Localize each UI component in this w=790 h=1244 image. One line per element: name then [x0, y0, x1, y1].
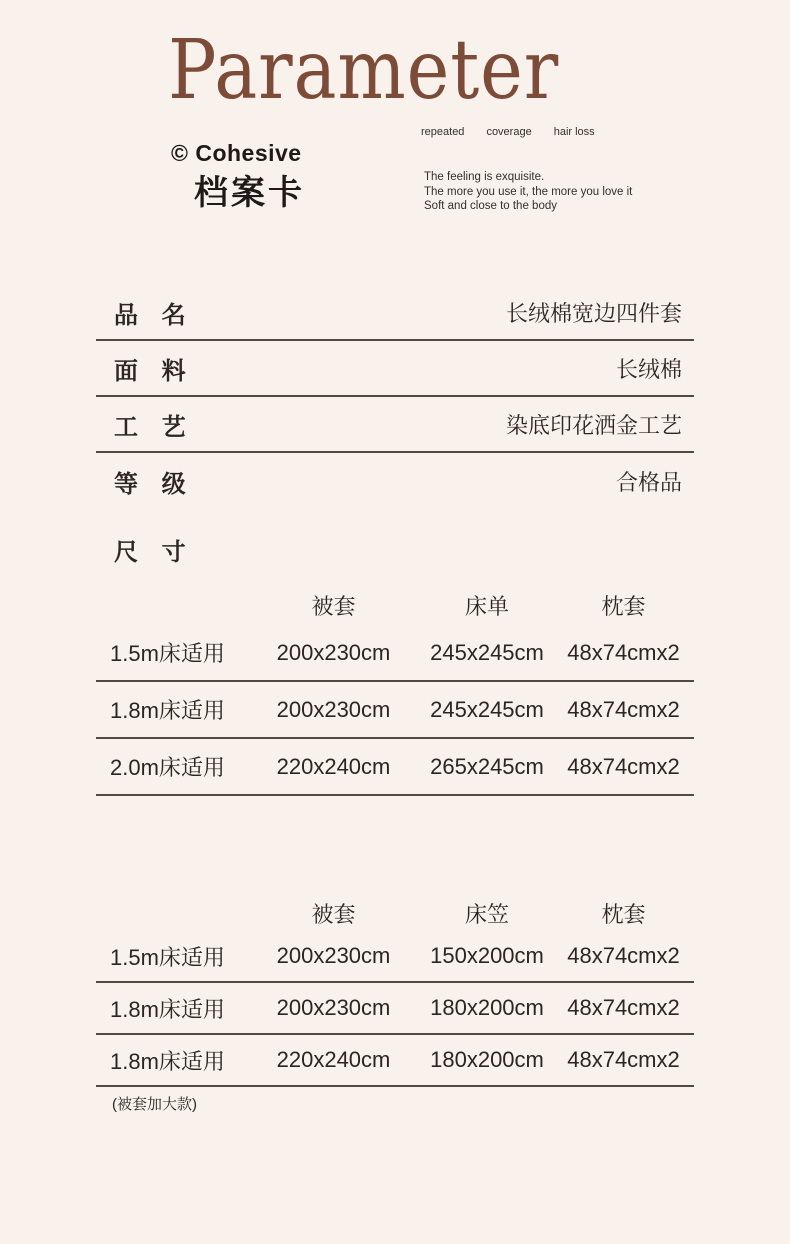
cell-pillowcase: 48x74cmx2: [567, 995, 680, 1020]
spec-row-fabric: [96, 341, 694, 397]
table-row: [96, 983, 694, 1035]
spec-label: 等 级: [114, 470, 188, 498]
spec-value: 长绒棉: [615, 356, 682, 382]
cell-duvet-cover: 200x230cm: [276, 943, 391, 968]
cell-fitted-sheet: 150x200cm: [430, 943, 544, 968]
header-cell-pillowcase: 枕套: [601, 593, 646, 619]
cell-fitted-sheet: 180x200cm: [430, 1047, 544, 1072]
spec-label: 面 料: [114, 357, 188, 385]
tagline: [424, 170, 632, 214]
keyword-row: [421, 126, 595, 138]
table-row: [96, 931, 694, 983]
cell-duvet-cover: 200x230cm: [276, 696, 391, 722]
row-label: 2.0m床适用: [110, 755, 225, 780]
row-label: 1.8m床适用: [110, 996, 225, 1022]
cell-pillowcase: 48x74cmx2: [567, 696, 680, 722]
cell-duvet-cover: 220x240cm: [276, 1047, 391, 1072]
cell-flat-sheet: 245x245cm: [430, 696, 544, 722]
spec-label: 品 名: [114, 301, 188, 329]
spec-value: 长绒棉宽边四件套: [505, 300, 682, 326]
spec-row-product-name: [96, 285, 694, 341]
table-footnote: (被套加大款): [112, 1096, 197, 1113]
cell-pillowcase: 48x74cmx2: [567, 1047, 680, 1072]
spec-row-size: [96, 521, 694, 577]
size-table-fitted-sheet: [96, 895, 694, 1114]
row-label: 1.5m床适用: [110, 641, 225, 666]
table-header-row: [96, 585, 694, 625]
header-cell-duvet-cover: 被套: [311, 593, 356, 619]
page-title: Parameter: [168, 23, 560, 118]
table-row: [96, 682, 694, 739]
row-label: 1.5m床适用: [110, 944, 225, 970]
row-label: 1.8m床适用: [110, 698, 225, 723]
spec-label: 尺 寸: [114, 538, 188, 566]
cell-pillowcase: 48x74cmx2: [567, 943, 680, 968]
cell-pillowcase: 48x74cmx2: [567, 753, 680, 779]
size-table-flat-sheet: [96, 585, 694, 796]
header-cell-pillowcase: 枕套: [601, 901, 646, 927]
cell-fitted-sheet: 180x200cm: [430, 995, 544, 1020]
table-row: [96, 739, 694, 796]
tagline-line: The more you use it, the more you love it: [424, 185, 633, 198]
spec-row-grade: [96, 453, 694, 509]
spec-value: 合格品: [615, 469, 682, 495]
header-cell-fitted-sheet: 床笠: [464, 901, 509, 927]
cell-duvet-cover: 220x240cm: [276, 753, 391, 779]
cell-flat-sheet: 265x245cm: [430, 753, 544, 779]
cell-pillowcase: 48x74cmx2: [567, 639, 680, 665]
brand-name: © Cohesive: [171, 140, 302, 166]
header-cell-flat-sheet: 床单: [464, 593, 509, 619]
spec-list: [96, 285, 694, 577]
keyword-coverage: coverage: [486, 126, 532, 138]
table-header-row: [96, 895, 694, 931]
row-label: 1.8m床适用: [110, 1048, 225, 1074]
keyword-hair-loss: hair loss: [553, 126, 595, 138]
spec-label: 工 艺: [114, 413, 188, 441]
cell-duvet-cover: 200x230cm: [276, 639, 391, 665]
tagline-line: Soft and close to the body: [424, 200, 557, 212]
tagline-line: The feeling is exquisite.: [424, 171, 545, 183]
keyword-repeated: repeated: [421, 126, 465, 138]
header-cell-duvet-cover: 被套: [311, 901, 356, 927]
card-title: 档案卡: [194, 174, 305, 212]
spec-row-craft: [96, 397, 694, 453]
spec-value: 染底印花洒金工艺: [505, 412, 682, 438]
cell-duvet-cover: 200x230cm: [276, 995, 391, 1020]
cell-flat-sheet: 245x245cm: [430, 639, 544, 665]
table-row: [96, 1035, 694, 1087]
table-row: [96, 625, 694, 682]
